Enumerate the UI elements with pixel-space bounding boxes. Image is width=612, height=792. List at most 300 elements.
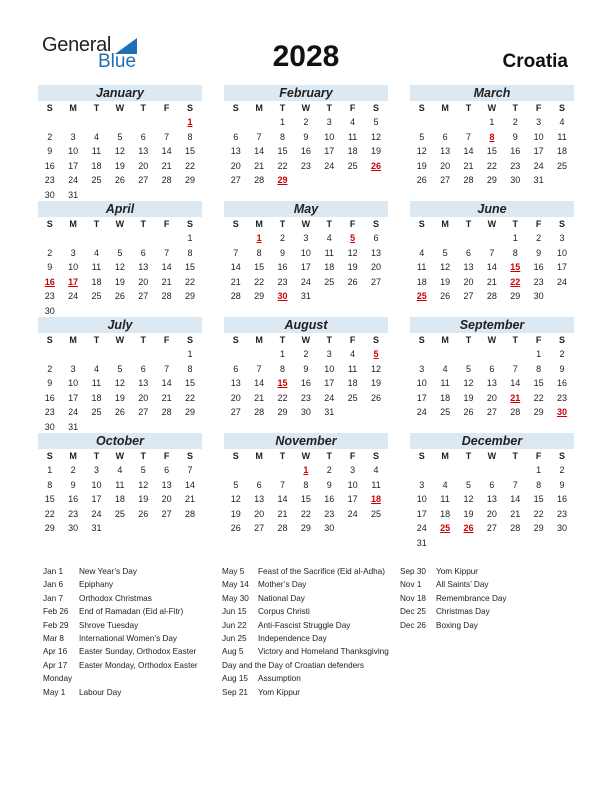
month-title: November: [224, 433, 388, 449]
day-cell: 17: [347, 494, 358, 504]
weekday-label: F: [163, 335, 170, 345]
empty-day-cell: [38, 231, 61, 246]
day-cell: 15: [277, 146, 288, 156]
day-cell: 16: [68, 494, 79, 504]
day-cell: 24: [416, 407, 427, 417]
weekday-label: S: [232, 451, 239, 461]
weekday-label: S: [418, 451, 425, 461]
empty-day-cell: [480, 463, 503, 478]
month-september: [410, 317, 574, 420]
day-cell: 13: [371, 247, 382, 258]
day-cell: 8: [279, 363, 285, 374]
day-cell: 8: [256, 247, 262, 258]
day-cell: 7: [233, 247, 239, 258]
empty-day-cell: [480, 347, 503, 362]
day-cell: 2: [536, 233, 542, 243]
month-title: February: [224, 85, 388, 101]
weekday-header: [224, 101, 388, 115]
day-cell: 25: [557, 160, 568, 171]
empty-day-cell: [433, 115, 456, 130]
day-cell: 4: [373, 465, 379, 475]
holiday-day-cell: 25: [440, 523, 451, 533]
day-cell: 12: [463, 378, 474, 388]
day-cell: 27: [440, 175, 451, 185]
holiday-entry: [43, 659, 213, 686]
day-cell: 26: [440, 291, 451, 301]
day-cell: 31: [68, 189, 79, 200]
holiday-day-cell: 29: [277, 175, 288, 185]
weekday-header: [38, 449, 202, 463]
holiday-entry: [43, 605, 213, 618]
weekday-label: F: [349, 103, 356, 113]
day-cell: 16: [557, 494, 568, 504]
empty-day-cell: [480, 231, 503, 246]
weekday-label: M: [255, 335, 263, 345]
holiday-day-cell: 17: [68, 276, 79, 287]
month-title: January: [38, 85, 202, 101]
weekday-label: W: [487, 219, 497, 229]
day-cell: 10: [324, 363, 335, 374]
weekday-label: S: [373, 103, 380, 113]
holiday-date: May 1: [43, 687, 66, 697]
weekday-label: T: [140, 219, 146, 229]
holiday-date: Apr 17: [43, 660, 68, 670]
day-cell: 25: [114, 508, 125, 519]
day-cell: 14: [161, 146, 172, 156]
day-cell: 2: [47, 247, 53, 258]
day-cell: 5: [465, 363, 471, 374]
day-cell: 5: [442, 247, 448, 258]
weekday-label: M: [441, 335, 449, 345]
empty-day-cell: [224, 463, 247, 478]
weekday-header: [224, 217, 388, 231]
day-cell: 2: [47, 363, 53, 374]
day-cell: 13: [486, 378, 497, 388]
empty-day-cell: [247, 115, 270, 130]
day-cell: 1: [187, 349, 193, 359]
day-cell: 24: [91, 508, 102, 519]
empty-day-cell: [85, 231, 108, 246]
day-cell: 29: [510, 291, 521, 301]
day-cell: 10: [68, 262, 79, 272]
holiday-entry: [222, 632, 394, 645]
day-cell: 8: [187, 247, 193, 258]
day-cell: 20: [230, 392, 241, 403]
month-december: [410, 433, 574, 550]
day-cell: 28: [161, 175, 172, 185]
day-cell: 18: [440, 392, 451, 403]
day-cell: 27: [138, 291, 149, 301]
holiday-date: Dec 26: [400, 620, 426, 630]
weekday-label: W: [115, 103, 125, 113]
holiday-day-cell: 1: [303, 465, 309, 475]
day-cell: 14: [510, 494, 521, 504]
day-cell: 19: [440, 276, 451, 287]
day-cell: 15: [185, 146, 196, 156]
holiday-date: May 30: [222, 593, 249, 603]
day-cell: 29: [44, 523, 55, 533]
day-cell: 24: [68, 407, 79, 417]
holiday-name: Epiphany: [79, 580, 114, 590]
day-cell: 26: [416, 175, 427, 185]
holiday-name: All Saints’ Day: [436, 580, 489, 590]
day-cell: 9: [47, 378, 53, 388]
weekday-label: M: [69, 103, 77, 113]
weekday-label: S: [187, 219, 194, 229]
day-cell: 21: [254, 160, 265, 171]
day-cell: 14: [277, 494, 288, 504]
day-cell: 8: [187, 131, 193, 142]
holiday-day-cell: 5: [373, 349, 379, 359]
empty-day-cell: [38, 347, 61, 362]
day-cell: 9: [303, 131, 309, 142]
day-cell: 13: [161, 479, 172, 490]
weekday-label: S: [418, 335, 425, 345]
day-cell: 22: [44, 508, 55, 519]
day-cell: 7: [164, 247, 170, 258]
day-cell: 21: [185, 494, 196, 504]
weekday-header: [38, 217, 202, 231]
day-cell: 24: [300, 276, 311, 287]
day-cell: 18: [557, 146, 568, 156]
empty-day-cell: [61, 347, 84, 362]
weekday-header: [410, 101, 574, 115]
day-cell: 3: [419, 479, 425, 490]
day-cell: 16: [557, 378, 568, 388]
day-cell: 3: [350, 465, 356, 475]
day-cell: 23: [324, 508, 335, 519]
day-cell: 22: [533, 392, 544, 403]
day-cell: 24: [416, 523, 427, 533]
weekday-label: S: [559, 451, 566, 461]
day-cell: 9: [559, 363, 565, 374]
day-cell: 4: [117, 465, 123, 475]
weekday-label: T: [465, 103, 472, 113]
holiday-entry: [222, 605, 394, 618]
holiday-day-cell: 26: [463, 523, 474, 533]
day-cell: 24: [68, 175, 79, 185]
day-cell: 14: [510, 378, 521, 388]
day-cell: 6: [489, 479, 495, 490]
day-cell: 8: [536, 363, 542, 374]
holiday-entry: [222, 619, 394, 632]
holiday-entry: [43, 645, 213, 658]
day-cell: 23: [300, 392, 311, 403]
day-cell: 21: [230, 276, 241, 287]
day-cell: 20: [138, 392, 149, 403]
day-cell: 6: [465, 247, 471, 258]
day-cell: 20: [138, 160, 149, 171]
day-cell: 25: [347, 392, 358, 403]
day-cell: 6: [140, 131, 146, 142]
holiday-day-cell: 30: [557, 407, 568, 417]
empty-day-cell: [132, 347, 155, 362]
day-cell: 28: [254, 407, 265, 417]
day-cell: 29: [533, 523, 544, 533]
day-cell: 19: [371, 146, 382, 156]
month-november: [224, 433, 388, 536]
day-cell: 1: [536, 465, 542, 475]
day-cell: 10: [68, 378, 79, 388]
day-cell: 2: [303, 117, 309, 127]
day-cell: 27: [463, 291, 474, 301]
day-cell: 13: [440, 146, 451, 156]
day-cell: 30: [44, 421, 55, 432]
holiday-name: Victory and Homeland Thanksgiving Day and the Day of Croatian defenders: [222, 647, 389, 670]
day-cell: 6: [489, 363, 495, 374]
day-cell: 20: [440, 160, 451, 171]
weekday-label: S: [46, 219, 53, 229]
day-cell: 25: [347, 160, 358, 171]
day-cell: 17: [557, 262, 568, 272]
day-cell: 16: [510, 146, 521, 156]
day-cell: 16: [44, 392, 55, 403]
day-cell: 31: [324, 407, 335, 417]
day-cell: 25: [91, 175, 102, 185]
day-cell: 12: [114, 146, 125, 156]
holiday-day-cell: 30: [277, 291, 288, 301]
day-cell: 10: [416, 378, 427, 388]
day-cell: 4: [350, 117, 356, 127]
day-cell: 22: [254, 276, 265, 287]
day-grid: [224, 463, 388, 536]
day-cell: 5: [465, 479, 471, 490]
holiday-day-cell: 1: [256, 233, 262, 243]
day-cell: 31: [91, 523, 102, 533]
empty-day-cell: [247, 347, 270, 362]
empty-day-cell: [410, 231, 433, 246]
day-cell: 11: [347, 131, 358, 142]
empty-day-cell: [38, 115, 61, 130]
day-cell: 28: [185, 508, 196, 519]
day-cell: 21: [463, 160, 474, 171]
day-cell: 10: [557, 247, 568, 258]
day-cell: 14: [230, 262, 241, 272]
day-cell: 27: [230, 175, 241, 185]
day-cell: 22: [277, 392, 288, 403]
day-grid: [410, 231, 574, 304]
holiday-day-cell: 15: [510, 262, 521, 272]
weekday-label: W: [301, 335, 311, 345]
holiday-name: Yom Kippur: [258, 687, 301, 697]
holiday-day-cell: 16: [44, 276, 55, 287]
holiday-date: Apr 16: [43, 647, 68, 657]
weekday-label: S: [187, 451, 194, 461]
day-cell: 3: [326, 349, 332, 359]
day-cell: 31: [68, 421, 79, 432]
day-cell: 13: [138, 378, 149, 388]
day-cell: 19: [463, 392, 474, 403]
day-cell: 25: [324, 276, 335, 287]
holiday-name: Independence Day: [258, 634, 327, 644]
day-cell: 24: [324, 160, 335, 171]
day-cell: 19: [371, 378, 382, 388]
day-cell: 13: [230, 146, 241, 156]
weekday-label: S: [559, 335, 566, 345]
day-cell: 10: [533, 131, 544, 142]
day-cell: 19: [138, 494, 149, 504]
day-cell: 26: [114, 291, 125, 301]
empty-day-cell: [61, 115, 84, 130]
weekday-label: W: [301, 451, 311, 461]
day-grid: [38, 115, 202, 202]
day-cell: 29: [185, 175, 196, 185]
day-cell: 5: [117, 363, 123, 374]
day-cell: 16: [324, 494, 335, 504]
weekday-label: T: [93, 103, 100, 113]
empty-day-cell: [85, 115, 108, 130]
weekday-label: F: [163, 219, 170, 229]
month-title: July: [38, 317, 202, 333]
day-cell: 3: [303, 233, 309, 243]
month-july: [38, 317, 202, 434]
day-cell: 30: [557, 523, 568, 533]
day-cell: 28: [510, 407, 521, 417]
day-cell: 11: [557, 131, 567, 142]
month-title: June: [410, 201, 574, 217]
day-cell: 19: [463, 508, 474, 519]
day-cell: 7: [279, 479, 285, 490]
day-cell: 8: [187, 363, 193, 374]
weekday-label: T: [93, 451, 100, 461]
weekday-header: [410, 449, 574, 463]
day-cell: 11: [115, 479, 125, 490]
day-cell: 26: [114, 407, 125, 417]
day-cell: 29: [533, 407, 544, 417]
day-cell: 18: [114, 494, 125, 504]
day-cell: 30: [533, 291, 544, 301]
day-cell: 4: [442, 479, 448, 490]
empty-day-cell: [433, 347, 456, 362]
month-january: [38, 85, 202, 202]
day-cell: 25: [91, 407, 102, 417]
holiday-entry: [43, 592, 213, 605]
day-cell: 3: [70, 247, 76, 258]
day-cell: 27: [254, 523, 265, 533]
weekday-label: F: [349, 451, 356, 461]
day-cell: 15: [185, 378, 196, 388]
empty-day-cell: [85, 347, 108, 362]
day-cell: 12: [114, 378, 125, 388]
holiday-day-cell: 18: [371, 494, 382, 504]
day-cell: 22: [185, 160, 196, 171]
day-cell: 7: [164, 363, 170, 374]
weekday-label: T: [465, 219, 472, 229]
day-cell: 29: [185, 407, 196, 417]
empty-day-cell: [224, 115, 247, 130]
day-cell: 10: [91, 479, 102, 490]
weekday-label: T: [140, 335, 146, 345]
holiday-name: Mother’s Day: [258, 580, 307, 590]
day-cell: 11: [440, 494, 450, 504]
holiday-entry: [400, 565, 570, 578]
holiday-list-col-2: [222, 565, 394, 699]
holiday-date: May 5: [222, 567, 245, 576]
holiday-date: Feb 29: [43, 620, 69, 630]
holiday-day-cell: 26: [371, 160, 382, 171]
day-cell: 17: [324, 146, 335, 156]
day-cell: 6: [256, 479, 262, 490]
holiday-name: New Year’s Day: [79, 567, 137, 576]
holiday-name: Easter Sunday, Orthodox Easter: [79, 647, 197, 657]
day-cell: 5: [233, 479, 239, 490]
empty-day-cell: [155, 115, 178, 130]
country-name: Croatia: [502, 51, 568, 72]
weekday-label: M: [441, 219, 449, 229]
holiday-entry: [222, 578, 394, 591]
day-cell: 1: [47, 465, 53, 475]
weekday-label: M: [69, 335, 77, 345]
holiday-date: Aug 15: [222, 674, 248, 684]
empty-day-cell: [457, 347, 480, 362]
day-cell: 2: [70, 465, 76, 475]
weekday-label: S: [373, 219, 380, 229]
day-cell: 19: [347, 262, 358, 272]
month-august: [224, 317, 388, 420]
day-grid: [410, 347, 574, 420]
day-cell: 23: [557, 508, 568, 519]
day-cell: 6: [373, 233, 379, 243]
day-cell: 7: [256, 131, 262, 142]
holiday-name: Christmas Day: [436, 607, 490, 617]
day-cell: 21: [486, 276, 497, 287]
holiday-day-cell: 15: [277, 378, 288, 388]
weekday-label: T: [512, 219, 518, 229]
holiday-date: Nov 18: [400, 593, 426, 603]
day-cell: 26: [230, 523, 241, 533]
holiday-name: Yom Kippur: [436, 567, 479, 576]
day-cell: 25: [440, 407, 451, 417]
day-cell: 27: [161, 508, 172, 519]
weekday-label: S: [187, 103, 194, 113]
day-cell: 23: [533, 276, 544, 287]
day-cell: 6: [140, 363, 146, 374]
day-cell: 31: [533, 175, 544, 185]
day-cell: 12: [416, 146, 427, 156]
weekday-label: T: [279, 103, 286, 113]
day-cell: 18: [91, 392, 102, 403]
day-cell: 11: [347, 363, 358, 374]
holiday-entry: [400, 592, 570, 605]
day-cell: 19: [416, 160, 427, 171]
weekday-label: T: [326, 103, 332, 113]
day-cell: 1: [489, 117, 495, 127]
day-cell: 27: [138, 175, 149, 185]
day-cell: 23: [44, 291, 55, 301]
day-cell: 15: [533, 494, 544, 504]
day-grid: [224, 115, 388, 188]
empty-day-cell: [155, 347, 178, 362]
weekday-header: [410, 333, 574, 347]
day-cell: 2: [279, 233, 285, 243]
day-cell: 26: [347, 276, 358, 287]
holiday-entry: [43, 686, 213, 699]
holiday-name: International Women’s Day: [79, 634, 177, 644]
weekday-label: S: [46, 103, 53, 113]
day-cell: 28: [463, 175, 474, 185]
day-cell: 23: [68, 508, 79, 519]
weekday-label: M: [69, 451, 77, 461]
day-cell: 17: [68, 392, 79, 403]
day-cell: 14: [463, 146, 474, 156]
day-cell: 24: [324, 392, 335, 403]
day-cell: 30: [324, 523, 335, 533]
day-cell: 6: [233, 131, 239, 142]
day-cell: 22: [185, 392, 196, 403]
day-cell: 20: [161, 494, 172, 504]
month-title: April: [38, 201, 202, 217]
day-cell: 12: [347, 247, 358, 258]
